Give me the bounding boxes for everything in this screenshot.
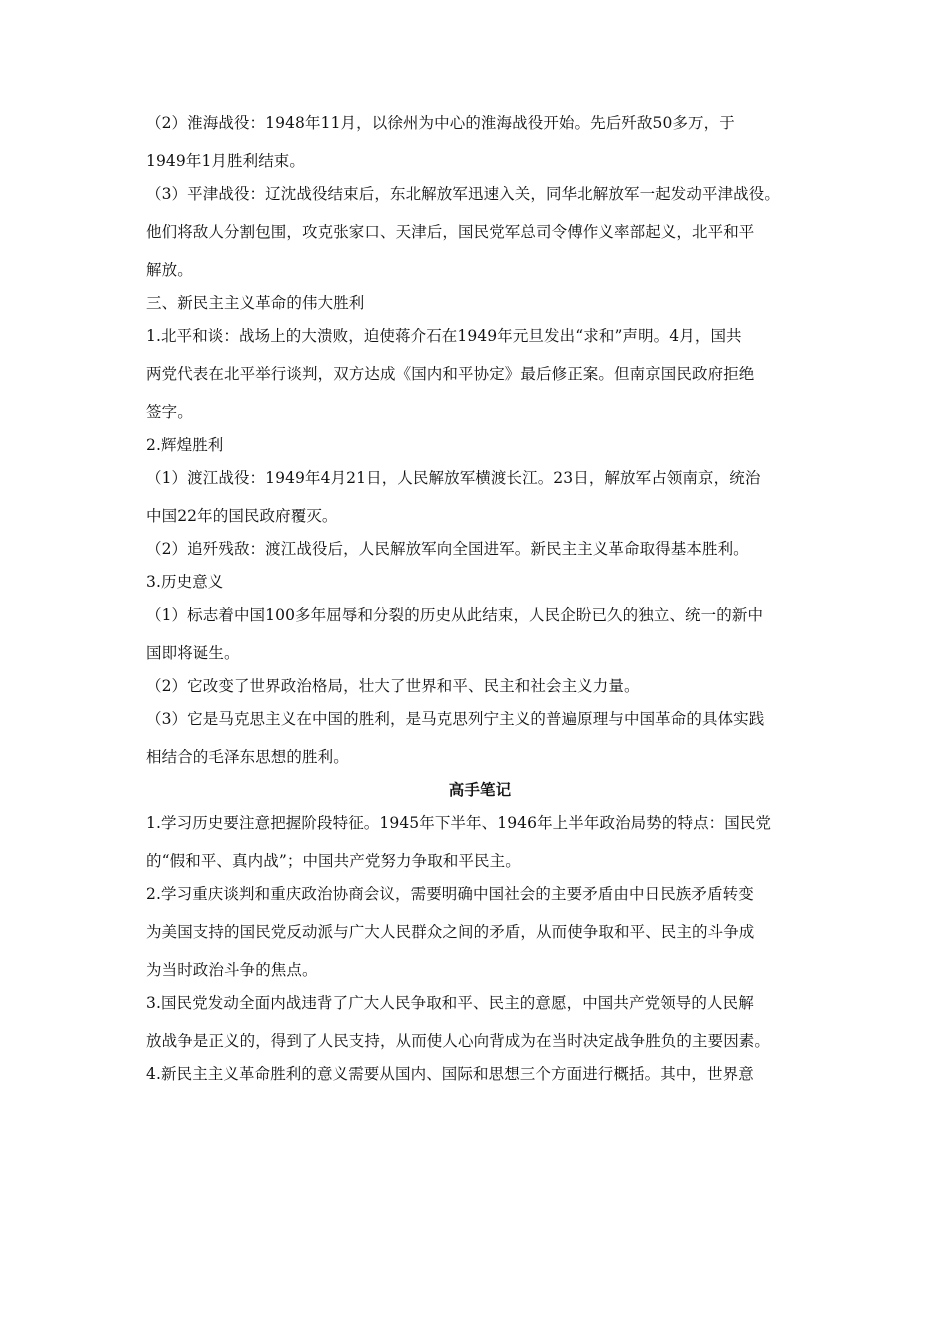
text-line: 2.辉煌胜利 <box>146 436 224 454</box>
text-line: 两党代表在北平举行谈判，双方达成《国内和平协定》最后修正案。但南京国民政府拒绝 <box>146 365 755 383</box>
text-line: （3）它是马克思主义在中国的胜利，是马克思列宁主义的普遍原理与中国革命的具体实践 <box>146 710 765 728</box>
text-line: 中国22年的国民政府覆灭。 <box>146 507 338 525</box>
text-line: （2）追歼残敌：渡江战役后，人民解放军向全国进军。新民主主义革命取得基本胜利。 <box>146 540 749 558</box>
text-line: （1）渡江战役：1949年4月21日，人民解放军横渡长江。23日，解放军占领南京，统治 <box>146 469 761 487</box>
text-line: 解放。 <box>146 261 193 279</box>
text-line: 签字。 <box>146 403 193 421</box>
text-line: 3.国民党发动全面内战违背了广大人民争取和平、民主的意愿，中国共产党领导的人民解 <box>146 994 754 1012</box>
text-line: 相结合的毛泽东思想的胜利。 <box>146 748 349 766</box>
text-line: 国即将诞生。 <box>146 644 240 662</box>
text-line: 的“假和平、真内战”；中国共产党努力争取和平民主。 <box>146 852 521 870</box>
text-line: 4.新民主主义革命胜利的意义需要从国内、国际和思想三个方面进行概括。其中，世界意 <box>146 1065 754 1083</box>
text-line: （3）平津战役：辽沈战役结束后，东北解放军迅速入关，同华北解放军一起发动平津战役。 <box>146 185 780 203</box>
document-page <box>146 113 814 1084</box>
text-line: 1.学习历史要注意把握阶段特征。1945年下半年、1946年上半年政治局势的特点：国民党 <box>146 814 772 832</box>
section-heading: 三、新民主主义革命的伟大胜利 <box>146 294 365 312</box>
text-line: 为当时政治斗争的焦点。 <box>146 961 318 979</box>
text-line: 2.学习重庆谈判和重庆政治协商会议，需要明确中国社会的主要矛盾由中日民族矛盾转变 <box>146 885 754 903</box>
text-line: （2）它改变了世界政治格局，壮大了世界和平、民主和社会主义力量。 <box>146 677 640 695</box>
text-line: 为美国支持的国民党反动派与广大人民群众之间的矛盾，从而使争取和平、民主的斗争成 <box>146 923 755 941</box>
text-line: （1）标志着中国100多年屈辱和分裂的历史从此结束，人民企盼已久的独立、统一的新中 <box>146 606 764 624</box>
text-line: 他们将敌人分割包围，攻克张家口、天津后，国民党军总司令傅作义率部起义，北平和平 <box>146 223 755 241</box>
text-line: 放战争是正义的，得到了人民支持，从而使人心向背成为在当时决定战争胜负的主要因素。 <box>146 1032 771 1050</box>
text-line: 3.历史意义 <box>146 573 224 591</box>
text-line: （2）淮海战役：1948年11月，以徐州为中心的淮海战役开始。先后歼敌50多万，于 <box>146 114 735 132</box>
text-line: 1949年1月胜利结束。 <box>146 152 306 170</box>
notes-heading: 高手笔记 <box>448 781 512 799</box>
text-line: 1.北平和谈：战场上的大溃败，迫使蒋介石在1949年元旦发出“求和”声明。4月，国共 <box>146 327 742 345</box>
